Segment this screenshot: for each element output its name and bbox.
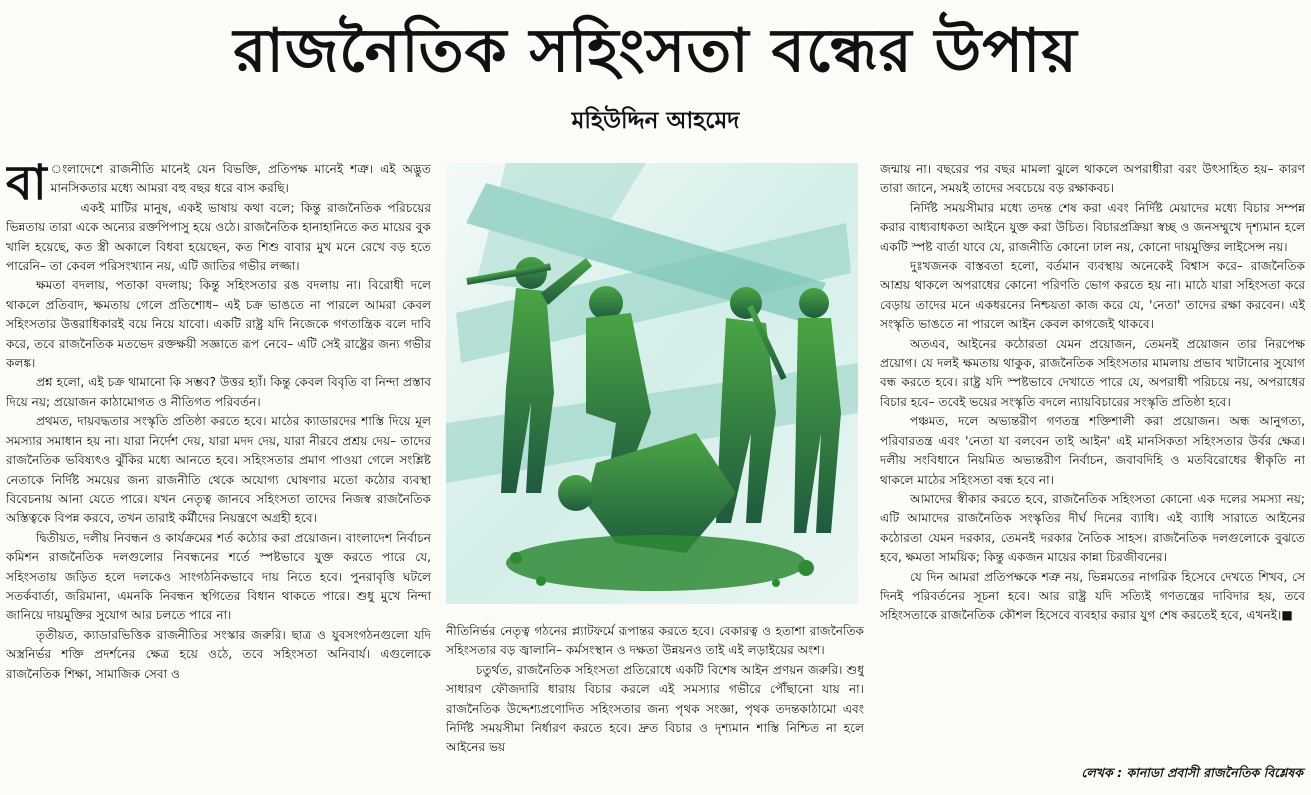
paragraph: একই মাটির মানুষ, একই ভাষায় কথা বলে; কিন্তু রাজনৈতিক পরিচয়ের ভিন্নতায় তারা একে অন্যের রক্তপিপাসু হয়ে ওঠে। রাজনৈতিক হানাহানিতে কত মায়ের বুক খালি হয়েছে, কত স্ত্রী অকালে বিধবা হয়েছেন, কত শিশু বাবার মুখ মনে রেখে বড় হতে পারেনি– তা কেবল পরিসংখ্যান নয়, এটি জাতির গভীর লজ্জা।: [6, 200, 431, 274]
paragraph: জন্মায় না। বছরের পর বছর মামলা ঝুলে থাকলে অপরাধীরা বরং উৎসাহিত হয়– কারণ তারা জানে, সময়ই তাদের সবচেয়ে বড় রক্ষাকবচ।: [880, 162, 1305, 196]
dropcap: বা: [6, 160, 47, 211]
column-1: [6, 160, 431, 790]
paragraph: চতুর্থত, রাজনৈতিক সহিংসতা প্রতিরোধে একটি বিশেষ আইন প্রণয়ন জরুরি। শুধু সাধারণ ফৌজদারি ধারায় বিচার করলে এই সমস্যার গভীরে পৌঁছানো যায় না। রাজনৈতিক উদ্দেশ্যপ্রণোদিত সহিংসতার জন্য পৃথক সংজ্ঞা, পৃথক তদন্তকাঠামো এবং নির্দিষ্ট সময়সীমা নির্ধারণ করতে হবে। দ্রুত বিচার ও দৃশ্যমান শাস্তি নিশ্চিত না হলে আইনের ভয়: [446, 662, 864, 755]
paragraph: নির্দিষ্ট সময়সীমার মধ্যে তদন্ত শেষ করা এবং নির্দিষ্ট মেয়াদের মধ্যে বিচার সম্পন্ন করার বাধ্যবাধকতা আইনে যুক্ত করা উচিত। বিচারপ্রক্রিয়া স্বচ্ছ ও জনসম্মুখে দৃশ্যমান হলে একটি স্পষ্ট বার্তা যাবে যে, রাজনীতি কোনো ঢাল নয়, কোনো দায়মুক্তির লাইসেন্স নয়।: [880, 200, 1305, 254]
paragraph: প্রথমত, দায়বদ্ধতার সংস্কৃতি প্রতিষ্ঠা করতে হবে। মাঠের ক্যাডারদের শাস্তি দিয়ে মূল সমস্যার সমাধান হয় না। যারা নির্দেশ দেয়, যারা মদদ দেয়, যারা নীরবে প্রশ্রয় দেয়– তাদের রাজনৈতিক ভবিষ্যৎও ঝুঁকির মধ্যে আনতে হবে। সহিংসতার প্রমাণ পাওয়া গেলে সংশ্লিষ্ট নেতাকে নির্দিষ্ট সময়ের জন্য রাজনীতি থেকে অযোগ্য ঘোষণার মতো কঠোর ব্যবস্থা বিবেচনায় আনা যেতে পারে। যখন নেতৃত্ব জানবে সহিংসতা তাদের নিজস্ব রাজনৈতিক অস্তিত্বকে বিপন্ন করবে, তখন তারাই কর্মীদের নিয়ন্ত্রণে অগ্রহী হবে।: [6, 414, 431, 526]
paragraph: বা ংলাদেশে রাজনীতি মানেই যেন বিভক্তি, প্রতিপক্ষ মানেই শত্রু। এই অদ্ভুত মানসিকতার মধ্যে আমরা বহু বছর ধরে বাস করছি।: [6, 160, 431, 211]
author-note: লেখক : কানাডা প্রবাসী রাজনৈতিক বিশ্লেষক: [1081, 765, 1303, 780]
paragraph: আমাদের স্বীকার করতে হবে, রাজনৈতিক সহিংসতা কোনো এক দলের সমস্যা নয়; এটি আমাদের রাজনৈতিক সংস্কৃতির দীর্ঘ দিনের ব্যাধি। এই ব্যাধি সারাতে আইনের কঠোরতা যেমন দরকার, তেমনই দরকার নৈতিক সাহস। রাজনৈতিক দলগুলোকে বুঝতে হবে, ক্ষমতা সাময়িক; কিন্তু একজন মায়ের কান্না চিরজীবনের।: [880, 491, 1305, 565]
paragraph: অতএব, আইনের কঠোরতা যেমন প্রয়োজন, তেমনই প্রয়োজন তার নিরপেক্ষ প্রয়োগ। যে দলই ক্ষমতায় থাকুক, রাজনৈতিক সহিংসতার মামলায় প্রভাব খাটানোর সুযোগ বন্ধ করতে হবে। রাষ্ট্র যদি স্পষ্টভাবে দেখাতে পারে যে, অপরাধী পরিচয়ে নয়, অপরাধের বিচার হবে– তবেই ভয়ের সংস্কৃতি বদলে ন্যায়বিচারের সংস্কৃতি প্রতিষ্ঠা হবে।: [880, 336, 1305, 409]
column-2: [446, 622, 864, 794]
paragraph: যে দিন আমরা প্রতিপক্ষকে শত্রু নয়, ভিন্নমতের নাগরিক হিসেবে দেখতে শিখব, সে দিনই পরিবর্তনের সূচনা হবে। আর রাষ্ট্র যদি সত্যিই গণতন্ত্রের দাবিদার হয়, তবে সহিংসতাকে রাজনৈতিক কৌশল হিসেবে ব্যবহার করার যুগ শেষ করতেই হবে, এখনই।■: [880, 569, 1305, 623]
paragraph: নীতিনির্ভর নেতৃত্ব গঠনের প্ল্যাটফর্মে রূপান্তর করতে হবে। বেকারত্ব ও হতাশা রাজনৈতিক সহিংসতার বড় জ্বালানি– কর্মসংস্থান ও দক্ষতা উন্নয়নও তাই এই লড়াইয়ের অংশ।: [446, 624, 864, 658]
paragraph: ক্ষমতা বদলায়, পতাকা বদলায়; কিন্তু সহিংসতার রঙ বদলায় না। বিরোধী দলে থাকলে প্রতিবাদ, ক্ষমতায় গেলে প্রতিশোধ– এই চক্র ভাঙতে না পারলে আমরা কেবল সহিংসতার উত্তরাধিকারই বয়ে নিয়ে যাবো। একটি রাষ্ট্র যদি নিজেকে গণতান্ত্রিক বলে দাবি করে, তবে রাজনৈতিক মতভেদ রক্তক্ষয়ী সজ্ঞাতে রূপ নেবে– এটি সেই রাষ্ট্রের জন্য গভীর কলঙ্ক।: [6, 278, 431, 371]
paragraph: তৃতীয়ত, ক্যাডারভিত্তিক রাজনীতির সংস্কার জরুরি। ছাত্র ও যুবসংগঠনগুলো যদি অস্ত্রনির্ভর শক্তি প্রদর্শনের ক্ষেত্র হয়ে ওঠে, তবে সহিংসতা অনিবার্য। এগুলোকে রাজনৈতিক শিক্ষা, সামাজিক সেবা ও: [6, 627, 431, 681]
byline: মহিউদ্দিন আহমেদ: [571, 108, 740, 134]
column-3: [880, 160, 1305, 760]
paragraph: প্রশ্ন হলো, এই চক্র থামানো কি সম্ভব? উত্তর হ্যাঁ। কিন্তু কেবল বিবৃতি বা নিন্দা প্রস্তাব দিয়ে নয়; প্রয়োজন কাঠামোগত ও নীতিগত পরিবর্তন।: [6, 375, 431, 409]
paragraph: পঞ্চমত, দলে অভ্যন্তরীণ গণতন্ত্র শক্তিশালী করা প্রয়োজন। অন্ধ আনুগত্য, পরিবারতন্ত্র এবং 'নেতা যা বলবেন তাই আইন' এই মানসিকতা সহিংসতার উর্বর ক্ষেত্র। দলীয় সংবিধানে নিয়মিত অভ্যন্তরীণ নির্বাচন, জবাবদিহি ও মতবিরোধের স্বীকৃতি না থাকলে মাঠের সহিংসতা বন্ধ হবে না।: [880, 414, 1305, 487]
paragraph: দুঃখজনক বাস্তবতা হলো, বর্তমান ব্যবস্থায় অনেকেই বিশ্বাস করে– রাজনৈতিক আশ্রয় থাকলে অপরাধের কোনো পরিণতি ভোগ করতে হয় না। মাঠে যারা সহিংসতা করে বেড়ায় তাদের মনে একধরনের নিশ্চয়তা কাজ করে যে, 'নেতা' তাদের রক্ষা করবেন। এই সংস্কৃতি ভাঙতে না পারলে আইন কেবল কাগজেই থাকবে।: [880, 259, 1305, 332]
illustration-violence: [446, 163, 858, 604]
paragraph: দ্বিতীয়ত, দলীয় নিবন্ধন ও কার্যক্রমের শর্ত কঠোর করা প্রয়োজন। বাংলাদেশ নির্বাচন কমিশন রাজনৈতিক দলগুলোর নিবন্ধনের শর্তে স্পষ্টভাবে যুক্ত করতে পারে যে, সহিংসতায় জড়িত হলে দলকেও সাংগঠনিকভাবে দায় নিতে হবে। পুনরাবৃত্তি ঘটলে সতর্কবার্তা, জরিমানা, এমনকি নিবন্ধন স্থগিতের বিধান থাকতে পারে। শুধু মুখে নিন্দা জানিয়ে দায়মুক্তির সুযোগ আর চলতে পারে না।: [6, 530, 431, 623]
headline: রাজনৈতিক সহিংসতা বন্ধের উপায়: [233, 16, 1078, 86]
